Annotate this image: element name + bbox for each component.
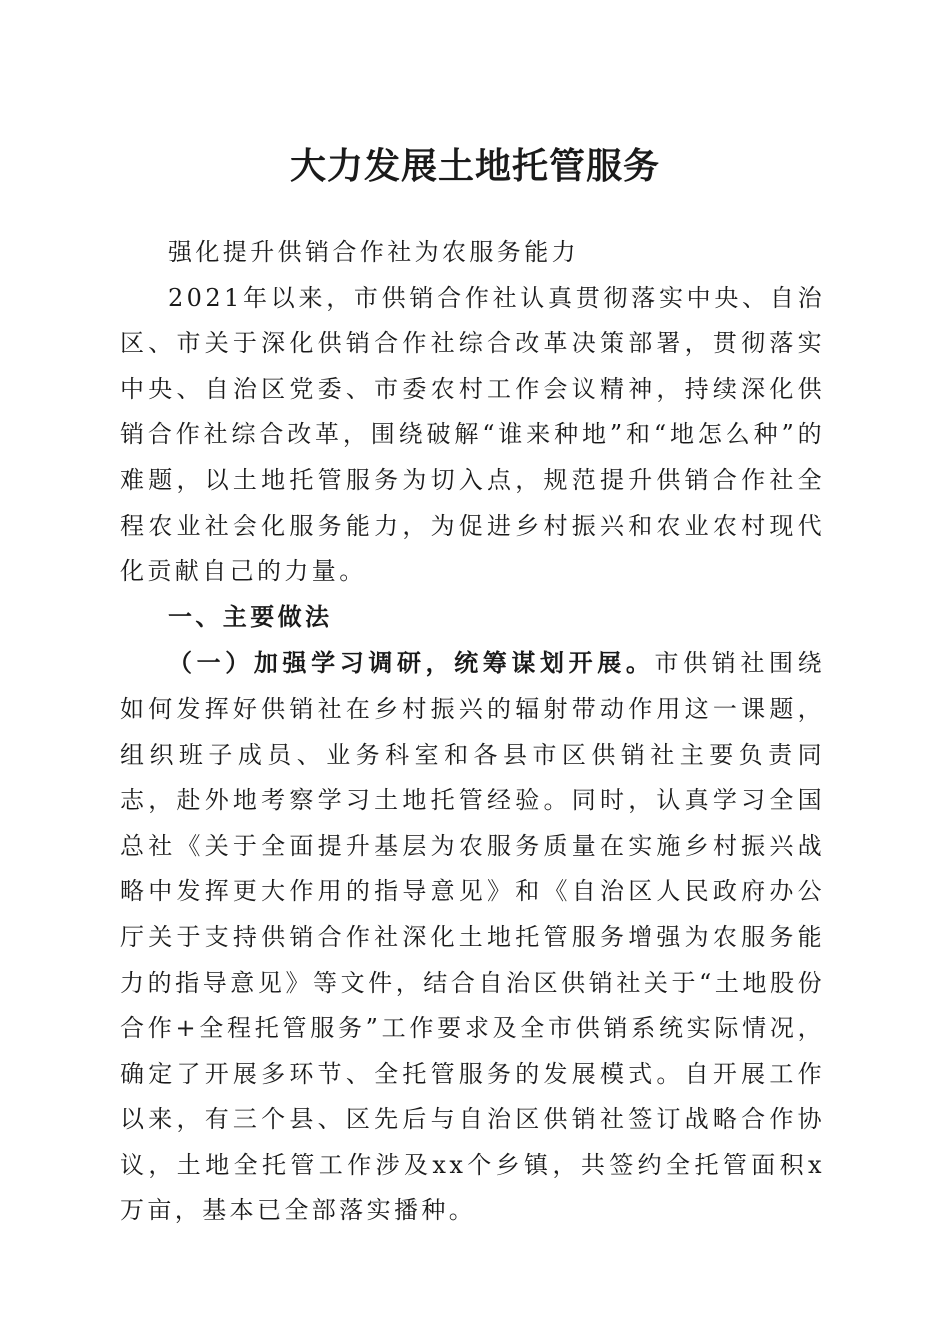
section-item-paragraph xyxy=(120,640,825,1234)
document-body xyxy=(120,230,825,1234)
intro-paragraph: 2021年以来，市供销合作社认真贯彻落实中央、自治区、市关于深化供销合作社综合改革决策部署，贯彻落实中央、自治区党委、市委农村工作会议精神，持续深化供销合作社综合改革，围绕破解“谁来种地”和“地怎么种”的难题，以土地托管服务为切入点，规范提升供销合作社全程农业社会化服务能力，为促进乡村振兴和农业农村现代化贡献自己的力量。 xyxy=(120,283,825,586)
section-item-lead: （一）加强学习调研，统筹谋划开展。 xyxy=(168,648,655,678)
section-item-body: 市供销社围绕如何发挥好供销社在乡村振兴的辐射带动作用这一课题，组织班子成员、业务科室和各县市区供销社主要负责同志，赴外地考察学习土地托管经验。同时，认真学习全国总社《关于全面提升基层为农服务质量在实施乡村振兴战略中发挥更大作用的指导意见》和《自治区人民政府办公厅关于支持供销合作社深化土地托管服务增强为农服务能力的指导意见》等文件，结合自治区供销社关于“土地股份合作+全程托管服务”工作要求及全市供销系统实际情况，确定了开展多环节、全托管服务的发展模式。自开展工作以来，有三个县、区先后与自治区供销社签订战略合作协议，土地全托管工作涉及xx个乡镇，共签约全托管面积x万亩，基本已全部落实播种。 xyxy=(120,649,825,1225)
subtitle-paragraph: 强化提升供销合作社为农服务能力 xyxy=(168,238,579,266)
document-title: 大力发展土地托管服务 xyxy=(289,145,660,187)
section-heading: 一、主要做法 xyxy=(168,602,333,631)
